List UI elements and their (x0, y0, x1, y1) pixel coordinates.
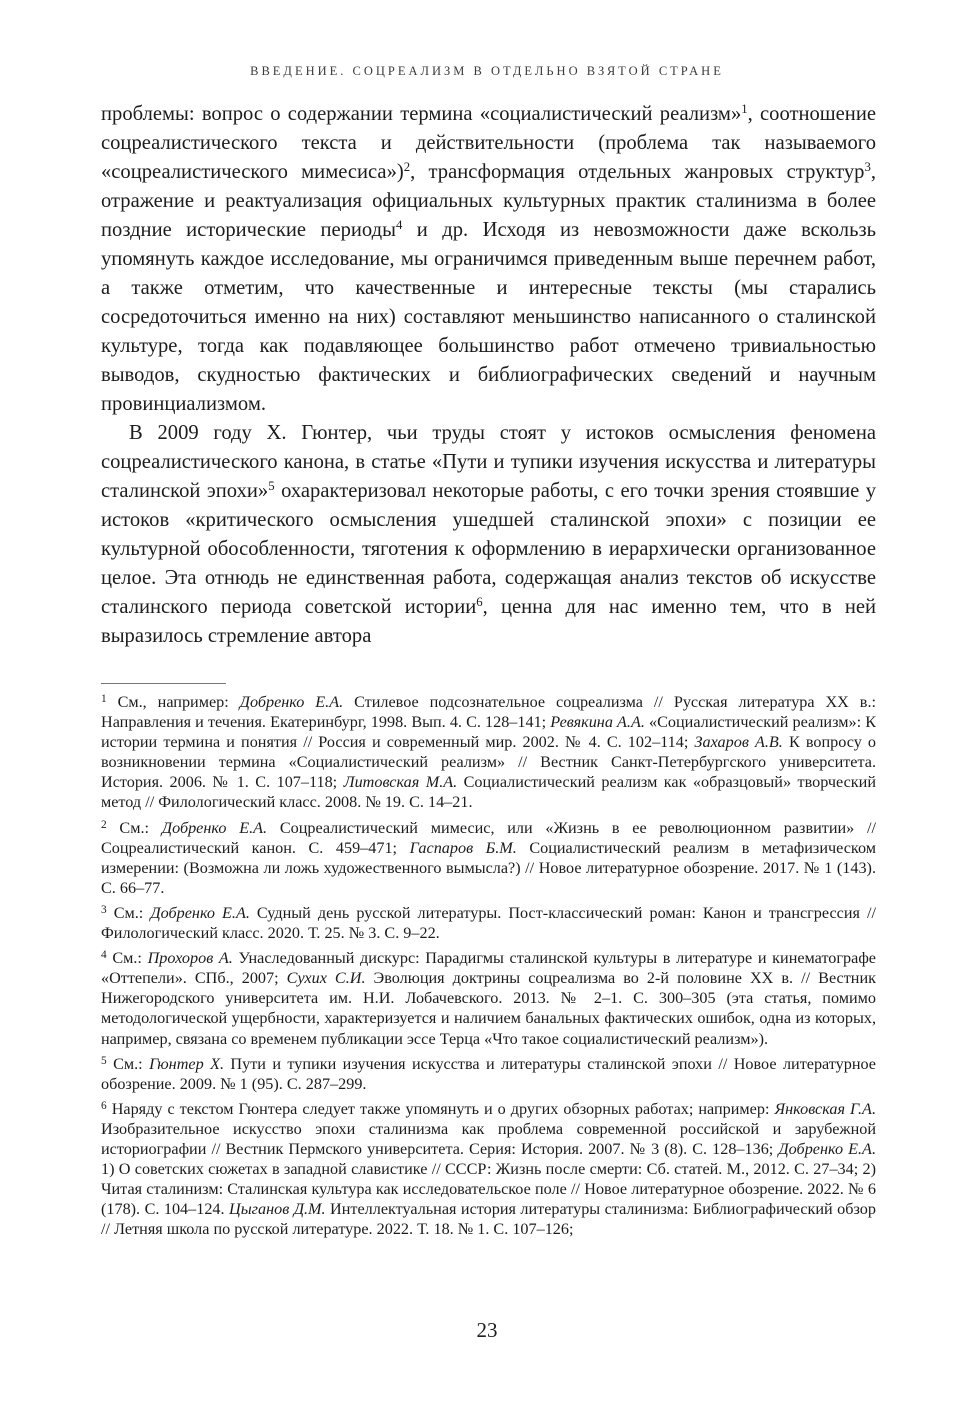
text-run: Интеллектуальная история литературы сталинизма: Библиографический обзор // Летняя школа по русской литературе. 2022. Т. 18. № 1. С. 107–126; (101, 1200, 876, 1239)
author-name: Захаров А.В. (694, 733, 783, 752)
footnote (101, 818, 876, 898)
text-run: См.: (106, 949, 148, 968)
main-text (101, 100, 876, 651)
author-name: Добренко Е.А. (161, 818, 268, 837)
text-run: Наряду с текстом Гюнтера следует также упомянуть и о других обзорных работах; например: (106, 1099, 775, 1118)
text-run: Унаследованный дискурс: Парадигмы сталинской культуры в литературе и кинематографе «Оттепели». СПб., 2007; (101, 949, 876, 988)
footnote-separator (101, 683, 226, 684)
author-name: Гюнтер Х. (149, 1054, 225, 1073)
text-run: См.: (106, 1054, 150, 1073)
footnote (101, 903, 876, 943)
text-run: Изобразительное искусство эпохи сталинизма как проблема современной российской и зарубежной историографии // Вестник Пермского университета. Серия: История. 2007. № 3 (8). С. 128–136; (101, 1119, 876, 1158)
text-run: «Социалистический реализм»: К истории термина и понятия // Россия и современный мир. 2002. № 4. С. 102–114; (101, 713, 876, 752)
footnotes (101, 692, 876, 1244)
text-run: См.: (106, 903, 151, 922)
text-run: и др. Исходя из невозможности даже вскользь упомянуть каждое исследование, мы ограничимся приведенным выше перечнем работ, а также отметим, что качественные и интересные тексты (мы старались сосредоточиться именно на них) составляют меньшинство написанного о сталинской культуре, тогда как подавляющее большинство работ отмечено тривиальностью выводов, скудностью фактических и библиографических сведений и научным провинциализмом. (101, 219, 877, 415)
footnote (101, 692, 876, 813)
text-run: В 2009 году Х. Гюнтер, чьи труды стоят у истоков осмысления феномена соцреалистического канона, в статье «Пути и тупики изучения искусства и литературы сталинской эпохи» (101, 422, 876, 502)
author-name: Добренко Е.А. (239, 693, 344, 711)
text-run: К вопросу о возникновении термина «Социалистический реализм» // Вестник Санкт-Петербургского университета. История. 2006. № 1. С. 107–118; (101, 733, 876, 792)
author-name: Прохоров А. (147, 949, 233, 968)
footnote (101, 1099, 876, 1240)
author-name: Добренко Е.А. (150, 903, 250, 922)
text-run: , трансформация отдельных жанровых структур (410, 161, 865, 183)
text-run: , отражение и реактуализация официальных культурных практик сталинизма в более поздние исторические периоды (101, 161, 876, 241)
footnote-marker: 2 (403, 159, 411, 174)
author-name: Гаспаров Б.М. (409, 838, 517, 857)
text-run: , соотношение соцреалистического текста и действительности (проблема так называемого «соцреалистического мимесиса») (101, 103, 876, 183)
text-run: Социалистический реализм в метафизическом измерении: (Возможна ли ложь художественного вымысла?) // Новое литературное обозрение. 2017. № 1 (143). С. 66–77. (101, 838, 876, 897)
footnote-number: 4 (101, 949, 107, 962)
footnote (101, 1054, 876, 1094)
author-name: Янковская Г.А. (774, 1099, 876, 1118)
footnote-marker: 3 (864, 159, 871, 174)
text-run: проблемы: вопрос о содержании термина «социалистический реализм» (101, 103, 742, 125)
text-run: Социалистический реализм как «образцовый» творческий метод // Филологический класс. 2008. № 19. С. 14–21. (101, 773, 876, 812)
author-name: Сухих С.И. (286, 969, 366, 988)
text-run: , ценна для нас именно тем, что в ней выразилось стремление автора (101, 596, 876, 647)
paragraph (101, 100, 876, 419)
text-run: Судный день русской литературы. Пост-классический роман: Канон и трансгрессия // Филологический класс. 2020. Т. 25. № 3. С. 9–22. (101, 903, 876, 943)
running-head: ВВЕДЕНИЕ. СОЦРЕАЛИЗМ В ОТДЕЛЬНО ВЗЯТОЙ СТРАНЕ (250, 64, 724, 78)
footnote-marker: 4 (395, 217, 403, 232)
footnote (101, 948, 876, 1048)
author-name: Добренко Е.А. (778, 1139, 876, 1158)
text-run: Пути и тупики изучения искусства и литературы сталинской эпохи // Новое литературное обозрение. 2009. № 1 (95). С. 287–299. (101, 1054, 876, 1093)
author-name: Цыганов Д.М. (229, 1200, 326, 1219)
footnote-marker: 5 (268, 478, 275, 493)
footnote-number: 5 (101, 1054, 107, 1067)
paragraph (101, 419, 876, 651)
footnote-marker: 6 (476, 594, 483, 609)
author-name: Ревякина А.А. (550, 713, 645, 732)
author-name: Литовская М.А. (343, 773, 458, 792)
footnote-number: 6 (101, 1099, 107, 1112)
text-run: охарактеризовал некоторые работы, с его точки зрения стоявшие у истоков «критического осмысления ушедшей сталинской эпохи» с позиции ее культурной обособленности, тяготения к оформлению в иерархически организованное целое. Эта отнюдь не единственная работа, содержащая анализ текстов об искусстве сталинского периода советской истории (101, 480, 877, 618)
text-run: См., например: (106, 693, 240, 711)
text-run: Стилевое подсознательное соцреализма // Русская литература XX в.: Направления и течения. Екатеринбург, 1998. Вып. 4. С. 128–141; (101, 693, 876, 732)
footnote-number: 1 (101, 692, 107, 705)
text-run: 1) О советских сюжетах в западной славистике // СССР: Жизнь после смерти: Сб. статей. М., 2012. С. 27–34; 2) Читая сталинизм: Сталинская культура как исследовательское поле // Новое литературное обозрение. 2022. № 6 (178). С. 104–124. (101, 1160, 876, 1219)
page-number: 23 (476, 1318, 498, 1342)
text-run: Соцреалистический мимесис, или «Жизнь в ее революционном развитии» // Соцреалистический канон. С. 459–471; (101, 818, 876, 857)
footnote-number: 3 (101, 903, 107, 916)
text-run: См.: (106, 818, 162, 837)
footnote-number: 2 (101, 818, 107, 831)
text-run: Эволюция доктрины соцреализма во 2-й половине XX в. // Вестник Нижегородского университета им. Н.И. Лобачевского. 2013. № 2–1. С. 300–305 (эта статья, помимо методологической ущербности, характеризуется и наличием банальных фактических ошибок, одна из которых, например, связана со временем публикации эссе Терца «Что такое социалистический реализм»). (101, 969, 876, 1048)
footnote-marker: 1 (741, 101, 748, 116)
